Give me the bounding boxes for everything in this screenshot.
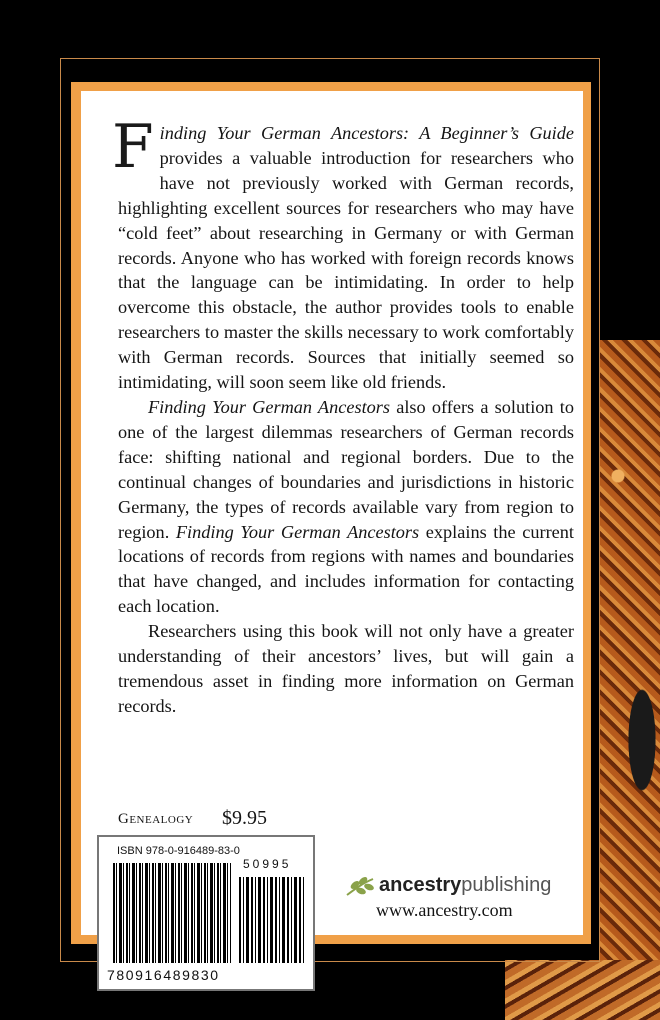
drop-cap: F: [112, 112, 154, 182]
publisher-website: www.ancestry.com: [376, 900, 513, 920]
genre-label: Genealogy: [118, 811, 194, 827]
book-title-short-2: Finding Your German Ancestors: [175, 521, 420, 542]
paragraph-2: [118, 395, 574, 619]
barcode: [97, 835, 315, 991]
price: $9.95: [222, 807, 267, 829]
paragraph-1: [112, 112, 574, 395]
publisher-name-light: publishing: [461, 874, 552, 896]
book-title: inding Your German Ancestors: A Beginner’s Guide: [159, 123, 574, 143]
paragraph-3: Researchers using this book will not only have a greater understanding of their ancestors’ lives, but will gain a tremendous asset in finding more information on German records.: [118, 621, 574, 716]
decorative-mosaic-bottom: [505, 960, 660, 1020]
isbn-text: ISBN 978-0-916489-83-0: [117, 845, 240, 857]
description-text: [112, 112, 575, 719]
ean-number: 780916489830: [107, 967, 220, 983]
paragraph-2-text-b: explains the current locations of records from regions with names and boundaries that have changed, and includes information for contacting each location.: [118, 521, 575, 617]
publisher-name-bold: ancestry: [379, 874, 462, 896]
paragraph-1-text: provides a valuable introduction for researchers who have not previously worked with German records, highlighting excellent sources for researchers who may have “cold feet” about researching in Germany or with German records. Anyone who has worked with foreign records knows that the language can be intimidating. In order to help overcome this obstacle, the author provides tools to enable researchers to master the skills necessary to work comfortably with German records. Sources that initially seemed so intimidating, will soon seem like old friends.: [118, 147, 574, 393]
price-addon-number: 50995: [243, 857, 292, 871]
leaf-icon: [345, 875, 375, 897]
publisher-logo: [345, 874, 551, 897]
eagle-mosaic-detail: [615, 640, 660, 840]
paragraph-2-text-a: also offers a solution to one of the largest dilemmas researchers of German records face: shifting national and regional borders. Due to the continual changes of boundaries and jurisdictions in historic Germany, the types of records available vary from region to region.: [118, 396, 574, 542]
barcode-bars: [113, 863, 231, 963]
barcode-addon-bars: [239, 877, 305, 963]
book-title-short: Finding Your German Ancestors: [148, 396, 391, 417]
